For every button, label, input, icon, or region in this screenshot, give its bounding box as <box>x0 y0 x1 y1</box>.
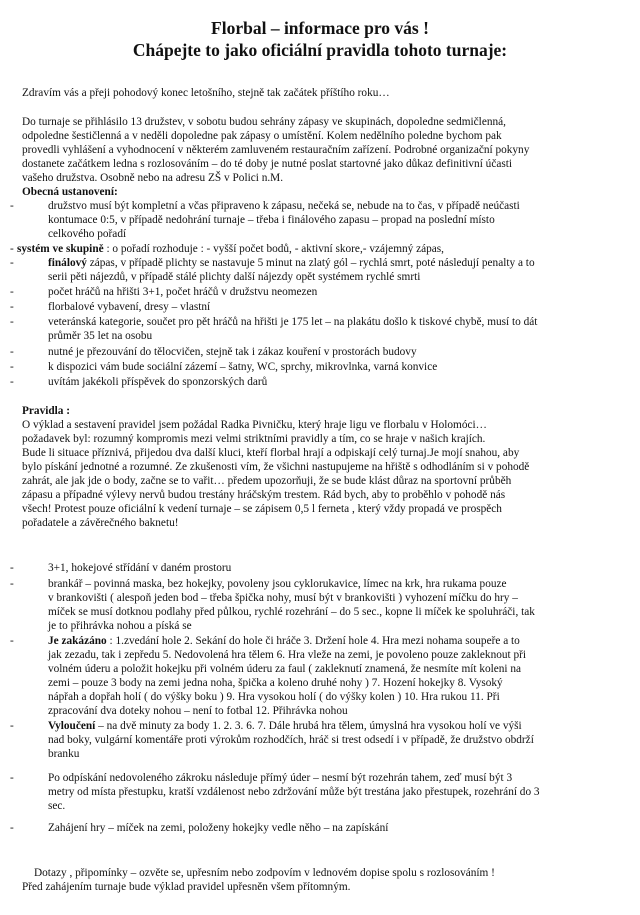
greeting-line: Zdravím vás a přeji pohodový konec letošního, stejně tak začátek příštího roku… <box>22 87 390 99</box>
bullet-dash: - <box>10 257 14 269</box>
bullet-dash: - <box>10 243 14 255</box>
intro-line: provedli vyhlášení a vyhodnocení v některém zamluveném restauračním zařízení. Podrobné organizační pokyny <box>22 144 530 156</box>
general-item-text: celkového pořadí <box>48 228 127 240</box>
bullet-dash: - <box>10 376 14 388</box>
rules-item-text: jak zezadu, tak i zepředu 5. Nedovolená hra tělem 6. Hra vleže na zemi, je povoleno pouze zakleknout při <box>48 649 527 661</box>
bullet-dash: - <box>10 772 14 784</box>
rules-item-text: v brankovišti ( alespoň jeden bod – třeba špička nohy, musí být v brankovišti ) vyhození míčku do hry – <box>48 592 518 604</box>
general-item-text: průměr 35 let na osobu <box>48 330 153 342</box>
rules-item-text: je to přihrávka nohou a píská se <box>48 620 192 632</box>
bullet-dash: - <box>10 301 14 313</box>
page-title: Florbal – informace pro vás ! <box>211 18 429 38</box>
general-item-text: družstvo musí být kompletní a včas připraveno k zápasu, nečeká se, nebude na to čas, v případě neúčasti <box>48 200 520 212</box>
general-heading: Obecná ustanovení: <box>22 186 118 198</box>
bullet-dash: - <box>10 822 14 834</box>
rules-para-line: bylo pískání jednotné a rozumné. Ze zkušenosti vím, že všichni nastupujeme na hřiště s odhodláním si v pohodě <box>22 461 530 473</box>
rules-item-text: branku <box>48 748 80 760</box>
general-item-text: kontumace 0:5, v případě nedohrání turnaje – třeba i finálového zapasu – propad na poslední místo <box>48 214 495 226</box>
rules-item-text: sec. <box>48 800 66 812</box>
general-item-text: veteránská kategorie, součet pro pět hráčů na hřišti je 175 let – na plakátu došlo k tiskové chybě, musí to dát <box>48 316 538 328</box>
general-item-text: uvítám jakékoli příspěvek do sponzorských darů <box>48 376 268 388</box>
bullet-dash: - <box>10 720 14 732</box>
general-item-text: počet hráčů na hřišti 3+1, počet hráčů v družstvu neomezen <box>48 286 318 298</box>
bullet-dash: - <box>10 316 14 328</box>
general-item-text: florbalové vybavení, dresy – vlastní <box>48 301 211 313</box>
bullet-dash: - <box>10 578 14 590</box>
rules-item-text: brankář – povinná maska, bez hokejky, povoleny jsou cyklorukavice, límec na krk, hra rukama pouze <box>48 578 507 590</box>
rules-item-text: zemi – pouze 3 body na zemi jedna noha, špička a koleno druhé nohy ) 7. Hození hokejky 8. Vysoký <box>48 677 503 689</box>
general-item-text: k dispozici vám bude sociální zázemí – šatny, WC, sprchy, mikrovlnka, varná konvice <box>48 361 438 373</box>
general-item-text: serii pěti nájezdů, v případě stálé plichty další nájezdy opět systémem rychlé smrti <box>48 271 421 283</box>
rules-item-text: 3+1, hokejové střídání v daném prostoru <box>48 562 232 574</box>
rules-item-text: volném úderu a položit hokejku při volném úderu za faul ( zakleknutí znamená, že nesmíte mít koleni na <box>48 663 522 675</box>
rules-para-line: požadavek byl: rozumný kompromis mezi velmi striktními pravidly a tím, co se hraje v našich krajích. <box>22 433 486 445</box>
rules-para-line: O výklad a sestavení pravidel jsem požádal Radka Pivničku, který hraje ligu ve florbalu v Holomóci… <box>22 419 487 431</box>
rules-para-line: všech! Protest pouze oficiální k vedení turnaje – se zápisem 0,5 l ferneta , který vždy propadá ve prospěch <box>22 503 502 515</box>
rules-para-line: Bude li situace příznivá, přijedou dva další kluci, kteří florbal hrají a odpiskají celý turnaj.Je mojí snahou, aby <box>22 447 520 459</box>
general-item-final: finálový zápas, v případě plichty se nastavuje 5 minut na zlatý gól – rychlá smrt, poté následují penalty a to <box>48 257 535 269</box>
bullet-dash: - <box>10 346 14 358</box>
rules-item-text: nápřah a dopřah holí ( do výšky boku ) 9. Hra vysokou holí ( do výšky kolen ) 10. Hra rukou 11. Při <box>48 691 500 703</box>
bullet-dash: - <box>10 562 14 574</box>
rules-para-line: zahrát, ale jak jde o body, začne se to vařit… předem upozorňuji, že se bude klást důraz na sportovní průběh <box>22 475 512 487</box>
rules-item-text: Zahájení hry – míček na zemi, položeny hokejky vedle něho – na zapískání <box>48 822 389 834</box>
rules-item-text: metry od místa přestupku, kratší vzdálenost nebo zdržování může být trestána jako přestupek, rozehrání do 3 <box>48 786 540 798</box>
intro-line: dostanete začátkem ledna s rozlosováním – do té doby je nutné poslat startovné jako důkaz definitivní účasti <box>22 158 513 170</box>
rules-para-line: pořadatele a závěrečného baknetu! <box>22 517 179 529</box>
rules-item-text: Po odpískání nedovoleného zákroku následuje přímý úder – nesmí být rozehrán tahem, zeď musí být 3 <box>48 772 513 784</box>
intro-line: Do turnaje se přihlásilo 13 družstev, v sobotu budou sehrány zápasy ve skupinách, dopoledne sedmičlenná, <box>22 116 506 128</box>
general-item-system: systém ve skupině : o pořadí rozhoduje : - vyšší počet bodů, - aktivní skore,- vzájemný zápas, <box>17 243 445 255</box>
intro-line: odpoledne šestičlenná a v neděli dopoledne pak zápasy o umístění. Kolem nedělního poledne bychom pak <box>22 130 502 142</box>
intro-line: vašeho družstva. Osobně nebo na adresu ZŠ v Polici n.M. <box>22 172 284 184</box>
rules-item-text: míček se musí dotknou podlahy před půlkou, rychlé rozehrání – do 5 sec., kopne li míček ke spoluhráči, tak <box>48 606 535 618</box>
rules-item-exclusion: Vyloučení – na dvě minuty za body 1. 2. 3. 6. 7. Dále hrubá hra tělem, úmyslná hra vysokou holí ve výši <box>48 720 522 732</box>
rules-heading: Pravidla : <box>22 405 71 417</box>
rules-item-forbidden: Je zakázáno : 1.zvedání hole 2. Sekání do hole či hráče 3. Držení hole 4. Hra mezi nohama soupeře a to <box>48 635 520 647</box>
rules-para-line: zápasu a případné výlevy nervů budou trestány hráčským trestem. Rád bych, aby to proběhlo v pohodě nás <box>22 489 506 501</box>
closing-line: Dotazy , připomínky – ozvěte se, upřesním nebo zodpovím v lednovém dopise spolu s rozlosováním ! <box>34 867 495 879</box>
bullet-dash: - <box>10 635 14 647</box>
bullet-dash: - <box>10 200 14 212</box>
page-subtitle: Chápejte to jako oficiální pravidla tohoto turnaje: <box>132 40 508 60</box>
bullet-dash: - <box>10 286 14 298</box>
rules-item-text: nad boky, vulgární komentáře proti výrokům rozhodčích, hráč si trest odsedí i v případě, že družstvo obdrží <box>48 734 534 746</box>
general-item-text: nutné je přezouvání do tělocvičen, stejně tak i zákaz kouření v prostorách budovy <box>48 346 417 358</box>
bullet-dash: - <box>10 361 14 373</box>
rules-item-text: zpracování dva doteky nohou – není to fotbal 12. Přihrávka nohou <box>48 705 348 717</box>
closing-line: Před zahájením turnaje bude výklad pravidel upřesněn všem přítomným. <box>22 881 351 893</box>
